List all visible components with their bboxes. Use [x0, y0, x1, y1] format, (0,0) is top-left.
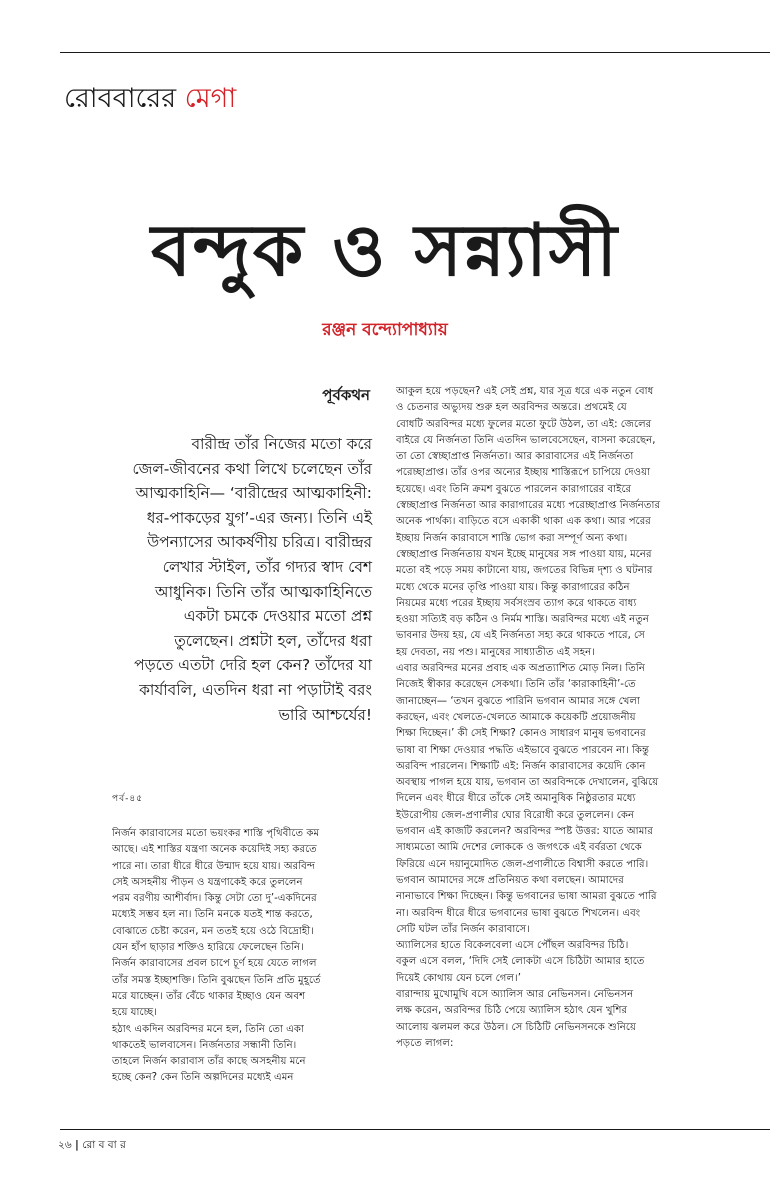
header-title: রোববারের — [64, 83, 177, 114]
text-line: মধ্যে থেকে মনের তৃপ্তি পাওয়া যায়। কিন্তু কারাগারের কঠিন — [396, 581, 630, 593]
text-line: বারান্দায় মুখোমুখি বসে অ্যালিস আর নেভিনসন। নেভিনসন — [396, 988, 634, 1000]
text-line: তা তো স্বেচ্ছাপ্রাপ্ত নির্জনতা। আর কারাবাসের এই নির্জনতা — [396, 451, 634, 463]
text-line: অরবিন্দ পারলেন। শিক্ষাটি এই: নির্জন কারাবাসের কয়েদি কোন — [396, 760, 646, 772]
text-line: স্বেচ্ছাপ্রাপ্ত নির্জনতায় যখন ইচ্ছে মানুষের সঙ্গ পাওয়া যায়, মনের — [396, 548, 652, 560]
text-line: নিজেই স্বীকার করেছেন সেকথা। তিনি তাঁর ‘কারাকাহিনী’-তে — [396, 679, 636, 691]
text-line: বাইরে যে নির্জনতা তিনি এতদিন ভালবেসেছেন, বাসনা করেছেন, — [396, 434, 656, 446]
text-line: ফিরিয়ে এনে দয়ানুমোদিত জেল-প্রণালীতে বিশ্বাসী করতে পারি। — [396, 858, 649, 870]
intro-line: তুলেছেন। প্রশ্নটা হল, তাঁদের ধরা — [174, 631, 372, 650]
text-line: পরম বরণীয় আশীর্বাদ। কিন্তু সেটা তো দু’-একদিনের — [112, 893, 317, 905]
intro-line: একটা চমকে দেওয়ার মতো প্রশ্ন — [183, 607, 372, 626]
text-line: ভগবান আমাদের সঙ্গে প্রতিনিয়ত কথা বলছেন। আমাদের — [396, 874, 624, 886]
text-line: আছে। এই শাস্তির যন্ত্রণা অনেক কয়েদিই সহ্য করতে — [112, 844, 317, 856]
intro-line: বারীন্দ্র তাঁর নিজের মতো করে — [191, 435, 372, 453]
footer-rule — [60, 1129, 770, 1130]
intro-line: আধুনিক। তিনি তাঁর আত্মকাহিনিতে — [155, 582, 372, 601]
text-line: ও চেতনার অভ্যুদয় শুরু হল অরবিন্দর অন্তরে। প্রথমেই যে — [396, 402, 627, 414]
intro-line: আত্মকাহিনি— ‘বারীন্দ্রের আত্মকাহিনী: — [135, 484, 372, 503]
header-title-highlight: মেগা — [184, 83, 237, 114]
text-line: সেই অসহনীয় পীড়ন ও যন্ত্রণাকেই করে তুললেন — [112, 876, 303, 888]
text-line: আকুল হয়ে পড়ছেন? এই সেই প্রশ্ন, যার সূত্র ধরে এক নতুন বোধ — [396, 386, 654, 397]
text-line: বোঝাতে চেষ্টা করেন, মন ততই হয়ে ওঠে বিদ্রোহী। — [112, 925, 314, 937]
text-line: করছেন, এবং খেলতে-খেলতে আমাকে কয়েকটি প্রয়োজনীয় — [396, 711, 636, 723]
intro-line: লেখার স্টাইল, তাঁর গদ্যর স্বাদ বেশ — [162, 557, 372, 576]
text-line: আলোয় ঝলমল করে উঠল। সে চিঠিটি নেভিনসনকে শুনিয়ে — [396, 1021, 636, 1033]
intro-line: ভারি আশ্চর্যের! — [278, 705, 372, 724]
text-line: এবার অরবিন্দর মনের প্রবাহ এক অপ্রত্যাশিত মোড় নিল। তিনি — [396, 663, 645, 675]
text-line: জানাচ্ছেন— ‘তখন বুঝতে পারিনি ভগবান আমার সঙ্গে খেলা — [396, 695, 640, 707]
text-line: তাঁর সমস্ত ইচ্ছাশক্তি। তিনি বুঝছেন তিনি প্রতি মুহূর্তে — [112, 974, 321, 986]
intro-line: ধর-পাকড়ের যুগ’-এর জন্য। তিনি এই — [146, 508, 372, 527]
footer-separator: | — [75, 1139, 79, 1151]
text-line: হয় দেবতা, নয় পশু। মানুষের সাধ্যাতীত এই সহন। — [396, 646, 595, 658]
text-line: শিক্ষা দিচ্ছেন।’ কী সেই শিক্ষা? কোনও সাধারণ মানুষ ভগবানের — [396, 728, 646, 740]
author-name: রঞ্জন বন্দ্যোপাধ্যায় — [322, 320, 448, 340]
intro-line: কার্যাবলি, এতদিন ধরা না পড়াটাই বরং — [139, 680, 372, 699]
intro-line: জেল-জীবনের কথা লিখে চলেছেন তাঁর — [132, 459, 372, 478]
text-line: হয়ে যাচ্ছে। — [112, 1007, 157, 1019]
text-line: হওয়া সত্যিই বড় কঠিন ও নির্মম শাস্তি। অরবিন্দর মধ্যে এই নতুন — [396, 614, 649, 626]
text-line: মরে যাচ্ছেন। তাঁর বেঁচে থাকার ইচ্ছাও যেন অবশ — [112, 990, 306, 1002]
text-line: দিয়েই কোথায় যেন চলে গেল।’ — [396, 972, 521, 984]
text-line: ভাবনার উদয় হয়, যে এই নির্জনতা সহ্য করে থাকতে পারে, সে — [396, 630, 645, 642]
text-line: ইচ্ছায় নির্জন কারাবাসে শাস্তি ভোগ করা সম্পূর্ণ অন্য কথা। — [396, 532, 628, 544]
right-column-text — [396, 384, 696, 1052]
magazine-name: রো ব বা র — [82, 1139, 126, 1151]
text-line: অ্যালিসের হাতে বিকেলবেলা এসে পৌঁছল অরবিন্দর চিঠি। — [396, 940, 629, 952]
text-line: যেন হাঁপ ছাড়ার শক্তিও হারিয়ে ফেলেছেন তিনি। — [112, 942, 304, 954]
text-line: বকুল এসে বলল, ‘দিদি সেই লোকটা এসে চিঠিটা আমার হাতে — [396, 956, 645, 968]
intro-line: পড়তে এতটা দেরি হল কেন? তাঁদের যা — [134, 656, 372, 675]
text-line: নানাভাবে শিক্ষা দিচ্ছেন। কিন্তু ভগবানের ভাষা আমরা বুঝতে পারি — [396, 891, 657, 903]
text-line: নির্জন কারাবাসের প্রবল চাপে চূর্ণ হয়ে যেতে লাগল — [112, 958, 317, 970]
text-line: ভগবান এই কাজটি করলেন? অরবিন্দর স্পষ্ট উত্তর: যাতে আমার — [396, 826, 653, 838]
intro-line: উপন্যাসের আকর্ষণীয় চরিত্র। বারীন্দ্রর — [147, 533, 372, 552]
episode-number: পর্ব-৪৫ — [112, 794, 144, 804]
text-line: পরেচ্ছাপ্রাপ্ত। তাঁর ওপর অন্যের ইচ্ছায় শাস্তিরূপে চাপিয়ে দেওয়া — [396, 467, 651, 479]
page-footer — [58, 1137, 126, 1153]
text-line: অবস্থায় পাগল হয়ে যায়, ভগবান তা অরবিন্দকে দেখালেন, বুঝিয়ে — [396, 777, 659, 789]
text-line: হঠাৎ একদিন অরবিন্দর মনে হল, তিনি তো একা — [112, 1023, 305, 1035]
text-line: পারে না। তারা ধীরে ধীরে উন্মাদ হয়ে যায়। অরবিন্দ — [112, 860, 316, 872]
text-line: দিলেন এবং ধীরে ধীরে তাঁকে সেই অমানুষিক নিষ্ঠুরতার মধ্যে — [396, 793, 636, 805]
left-column-text — [112, 826, 380, 1087]
text-line: অনেক পার্থক্য। বাড়িতে বসে একাকী থাকা এক কথা। আর পরের — [396, 516, 651, 528]
text-line: মধ্যেই সম্ভব হল না। তিনি মনকে যতই শান্ত করতে, — [112, 909, 313, 921]
text-line: মতো বই পড়ে সময় কাটানো যায়, জগতের বিভিন্ন দৃশ্য ও ঘটনার — [396, 565, 653, 577]
header-rule — [60, 52, 770, 53]
text-line: বোধটি অরবিন্দর মধ্যে ফুলের মতো ফুটে উঠল, তা এই: জেলের — [396, 418, 652, 430]
text-line: সাধ্যমতো আমি দেশের লোককে ও জগৎকে এই বর্বরতা থেকে — [396, 842, 642, 854]
text-line: পড়তে লাগল: — [396, 1037, 454, 1049]
text-line: ইউরোপীয় জেল-প্রণালীর ঘোর বিরোধী করে তুললেন। কেন — [396, 809, 635, 821]
page-number: ২৬ — [58, 1139, 72, 1151]
text-line: থাকতেই ভালবাসেন। নির্জনতার সন্ধানী তিনি। — [112, 1039, 297, 1051]
story-title: বন্দুক ও সন্ন্যাসী — [151, 207, 619, 292]
text-line: নির্জন কারাবাসের মতো ভয়ংকর শাস্তি পৃথিবীতে কম — [112, 828, 320, 839]
section-heading: পূর্বকথন — [322, 386, 370, 404]
text-line: না। অরবিন্দ ধীরে ধীরে ভগবানের ভাষা বুঝতে শিখলেন। এবং — [396, 907, 641, 919]
text-line: নিয়মের মধ্যে পরের ইচ্ছায় সর্বসংস্রব ত্যাগ করে থাকতে বাধ্য — [396, 597, 637, 609]
text-line: স্বেচ্ছাপ্রাপ্ত নির্জনতা আর কারাগারের মধ্যে পরেচ্ছাপ্রাপ্ত নির্জনতার — [396, 500, 661, 512]
intro-paragraph — [100, 432, 372, 727]
text-line: ভাষা বা শিক্ষা দেওয়ার পদ্ধতি এইভাবে বুঝতে পারবেন না। কিন্তু — [396, 744, 650, 756]
text-line: লক্ষ করেন, অরবিন্দর চিঠি পেয়ে অ্যালিস হঠাৎ যেন খুশির — [396, 1005, 628, 1017]
text-line: হচ্ছে কেন? কেন তিনি অল্পদিনের মধ্যেই এমন — [112, 1072, 294, 1084]
page-header — [64, 82, 236, 116]
text-line: তাহলে নির্জন কারাবাস তাঁর কাছে অসহনীয় মনে — [112, 1056, 306, 1068]
text-line: সেটি ঘটল তাঁর নির্জন কারাবাসে। — [396, 923, 530, 935]
text-line: হয়েছে। এবং তিনি ক্রমশ বুঝতে পারলেন কারাগারের বাইরে — [396, 483, 632, 495]
